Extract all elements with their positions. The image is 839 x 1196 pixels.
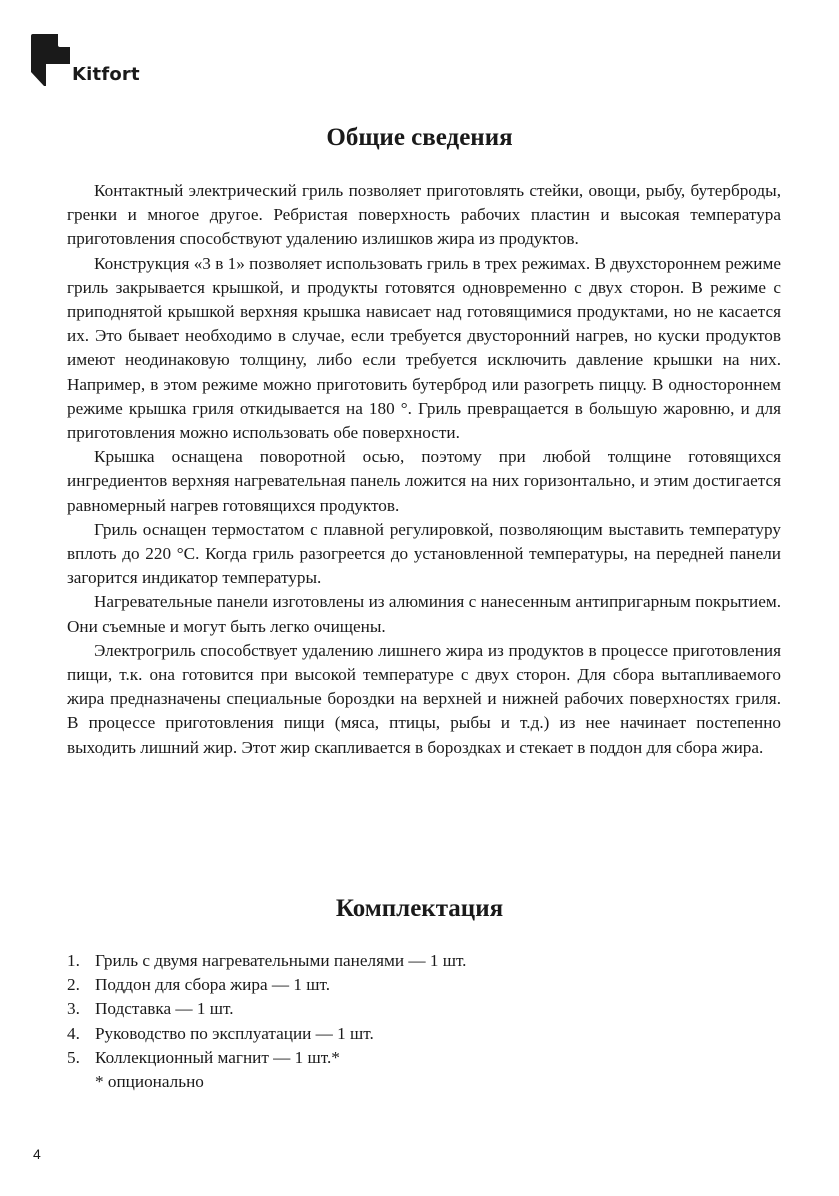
paragraph: Конструкция «3 в 1» позволяет использовать гриль в трех режимах. В двухстороннем режиме гриль закрывается крышкой, и продукты готовятся одновременно с двух сторон. В режиме с приподнятой крышкой верхняя крышка нависает над готовящимися продуктами, но не касается их. Это бывает необходимо в случае, если требуется двусторонний нагрев, но куски продуктов имеют неодинаковую толщину, либо если требуется исключить давление крышки на них. Например, в этом режиме можно приготовить бутерброд или разогреть пиццу. В одностороннем режиме крышка гриля откидывается на 180 °. Гриль превращается в большую жаровню, и для приготовления можно использовать обе поверхности. bbox=[67, 253, 781, 443]
list-item bbox=[67, 1046, 466, 1070]
list-item-number: 4. bbox=[67, 1023, 80, 1043]
paragraph: Крышка оснащена поворотной осью, поэтому при любой толщине готовящихся ингредиентов верхняя нагревательная панель ложится на них горизонтально, и этим достигается равномерный нагрев готовящихся продуктов. bbox=[67, 447, 781, 515]
list-item bbox=[67, 949, 466, 973]
list-item bbox=[67, 997, 466, 1021]
general-info-text bbox=[67, 179, 781, 760]
paragraph: Контактный электрический гриль позволяет приготовлять стейки, овощи, рыбу, бутерброды, гренки и многое другое. Ребристая поверхность рабочих пластин и высокая температура приготовления способствуют удалению излишков жира из продуктов. bbox=[67, 181, 781, 249]
list-item-text: Коллекционный магнит — 1 шт.* bbox=[95, 1047, 340, 1067]
list-item-number: 2. bbox=[67, 975, 80, 995]
paragraph: Нагревательные панели изготовлены из алюминия с нанесенным антипригарным покрытием. Они съемные и могут быть легко очищены. bbox=[67, 592, 781, 636]
section-title-general: Общие сведения bbox=[326, 124, 513, 151]
list-item-number: 1. bbox=[67, 951, 80, 970]
list-item-number: 3. bbox=[67, 999, 80, 1019]
page-number: 4 bbox=[33, 1146, 41, 1162]
list-item-text: Поддон для сбора жира — 1 шт. bbox=[95, 975, 331, 995]
list-item bbox=[67, 1022, 466, 1046]
brand-name: Kitfort bbox=[72, 64, 140, 85]
paragraph: Гриль оснащен термостатом с плавной регулировкой, позволяющим выставить температуру вплоть до 220 °С. Когда гриль разогреется до установленной температуры, на передней панели загорится индикатор температуры. bbox=[67, 519, 781, 588]
contents-list bbox=[67, 949, 466, 1070]
kitfort-logo-icon bbox=[31, 34, 71, 86]
list-item-number: 5. bbox=[67, 1047, 80, 1067]
optional-note: * опционально bbox=[95, 1072, 204, 1091]
list-item-text: Руководство по эксплуатации — 1 шт. bbox=[95, 1023, 374, 1043]
section-title-contents: Комплектация bbox=[335, 895, 504, 922]
list-item-text: Подставка — 1 шт. bbox=[95, 999, 234, 1019]
list-item bbox=[67, 973, 466, 997]
brand-logo bbox=[31, 34, 140, 86]
paragraph: Электрогриль способствует удалению лишнего жира из продуктов в процессе приготовления пищи, т.к. она готовится при высокой температуре с двух сторон. Для сбора вытапливаемого жира предназначены специальные бороздки на верхней и нижней рабочих поверхностях гриля. В процессе приготовления пищи (мяса, птицы, рыбы и т.д.) из нее начинает постепенно выходить лишний жир. Этот жир скапливается в бороздках и стекает в поддон для сбора жира. bbox=[67, 640, 781, 757]
list-item-text: Гриль с двумя нагревательными панелями — 1 шт. bbox=[95, 951, 467, 970]
